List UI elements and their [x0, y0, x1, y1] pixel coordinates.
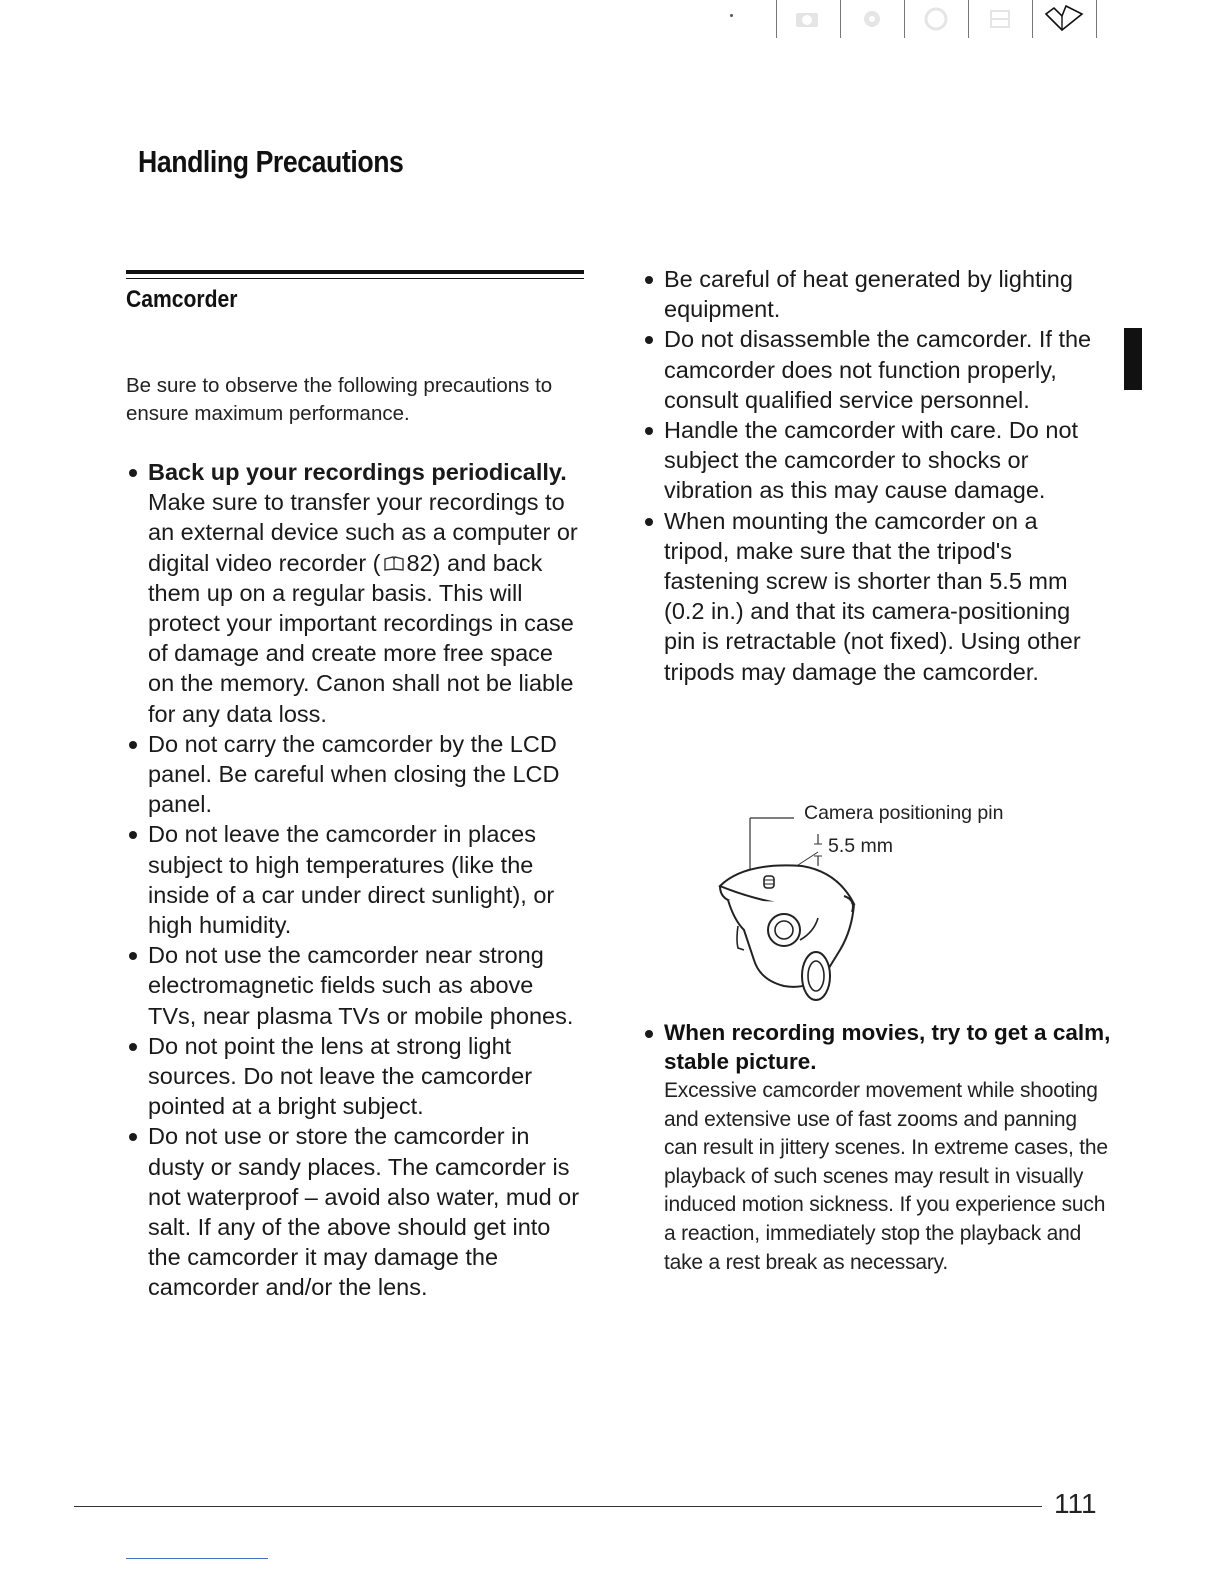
left-precautions-list	[126, 457, 584, 1303]
disc-icon	[921, 7, 951, 31]
list-item: Do not use the camcorder near strong electromagnetic fields such as above TVs, near plasma TVs or mobile phones.	[126, 940, 584, 1031]
scan-dot	[730, 14, 733, 17]
backup-heading: Back up your recordings periodically.	[148, 459, 567, 485]
page-title: Handling Precautions	[138, 144, 404, 179]
tripod-illustration	[714, 800, 1044, 1010]
section-title: Camcorder	[126, 286, 238, 313]
section-rule	[126, 270, 584, 274]
scan-artifact-line	[126, 1558, 268, 1559]
list-item	[642, 1018, 1112, 1277]
tab-disc[interactable]	[914, 4, 958, 34]
footer-rule	[74, 1506, 1042, 1507]
page-number: 111	[1054, 1488, 1097, 1519]
book-ref-icon	[383, 556, 405, 572]
list-item: Do not use or store the camcorder in dusty or sandy places. The camcorder is not waterproof – avoid also water, mud or salt. If any of the above should get into the camcorder it may damage the camcorder and/or the lens.	[126, 1121, 584, 1302]
tab-divider	[776, 0, 777, 38]
camera-icon	[793, 7, 823, 31]
tab-connection[interactable]	[978, 4, 1022, 34]
settings-icon	[857, 7, 887, 31]
tab-settings[interactable]	[850, 4, 894, 34]
list-item: Be careful of heat generated by lighting equipment.	[642, 264, 1102, 324]
book-icon	[1042, 4, 1086, 34]
tab-divider	[1032, 0, 1033, 38]
list-item: Do not point the lens at strong light sources. Do not leave the camcorder pointed at a bright subject.	[126, 1031, 584, 1122]
list-item: When mounting the camcorder on a tripod, make sure that the tripod's fastening screw is shorter than 5.5 mm (0.2 in.) and that its camera-positioning pin is retractable (not fixed). Using other tripods may damage the camcorder.	[642, 506, 1102, 687]
chapter-tabs	[770, 0, 1100, 40]
list-item: Do not leave the camcorder in places subject to high temperatures (like the inside of a car under direct sunlight), or high humidity.	[126, 819, 584, 940]
tab-divider	[1096, 0, 1097, 38]
right-precautions-list	[642, 264, 1102, 687]
intro-paragraph: Be sure to observe the following precautions to ensure maximum performance.	[126, 374, 553, 425]
tab-divider	[904, 0, 905, 38]
tripod-figure	[714, 800, 1044, 1010]
section-rule-thin	[126, 278, 584, 279]
list-item	[126, 457, 584, 729]
tab-divider	[840, 0, 841, 38]
tab-divider	[968, 0, 969, 38]
backup-text-2: ) and back them up on a regular basis. This will protect your important recordings in case of damage and create more free space on the memory. Canon shall not be liable for any data loss.	[148, 549, 574, 727]
chapter-marker	[1124, 328, 1142, 390]
list-item: Handle the camcorder with care. Do not subject the camcorder to shocks or vibration as this may cause damage.	[642, 415, 1102, 506]
stable-picture-heading: When recording movies, try to get a calm, stable picture.	[664, 1020, 1111, 1074]
page-ref[interactable]: 82	[406, 549, 433, 576]
list-item: Do not carry the camcorder by the LCD panel. Be careful when closing the LCD panel.	[126, 729, 584, 820]
stable-picture-note	[642, 1018, 1112, 1277]
tab-book[interactable]	[1042, 4, 1086, 34]
list-item: Do not disassemble the camcorder. If the camcorder does not function properly, consult qualified service personnel.	[642, 324, 1102, 415]
backup-text-1: Make sure to transfer your recordings to an external device such as a computer or digital video recorder (	[148, 489, 578, 576]
stable-picture-text: Excessive camcorder movement while shooting and extensive use of fast zooms and panning can result in jittery scenes. In extreme cases, the playback of such scenes may result in visually induced motion sickness. If you experience such a reaction, immediately stop the playback and take a rest break as necessary.	[664, 1079, 1108, 1274]
tab-camera[interactable]	[786, 4, 830, 34]
connection-icon	[985, 7, 1015, 31]
pin-label: Camera positioning pin	[804, 802, 1004, 824]
mm-label: 5.5 mm	[828, 835, 894, 857]
